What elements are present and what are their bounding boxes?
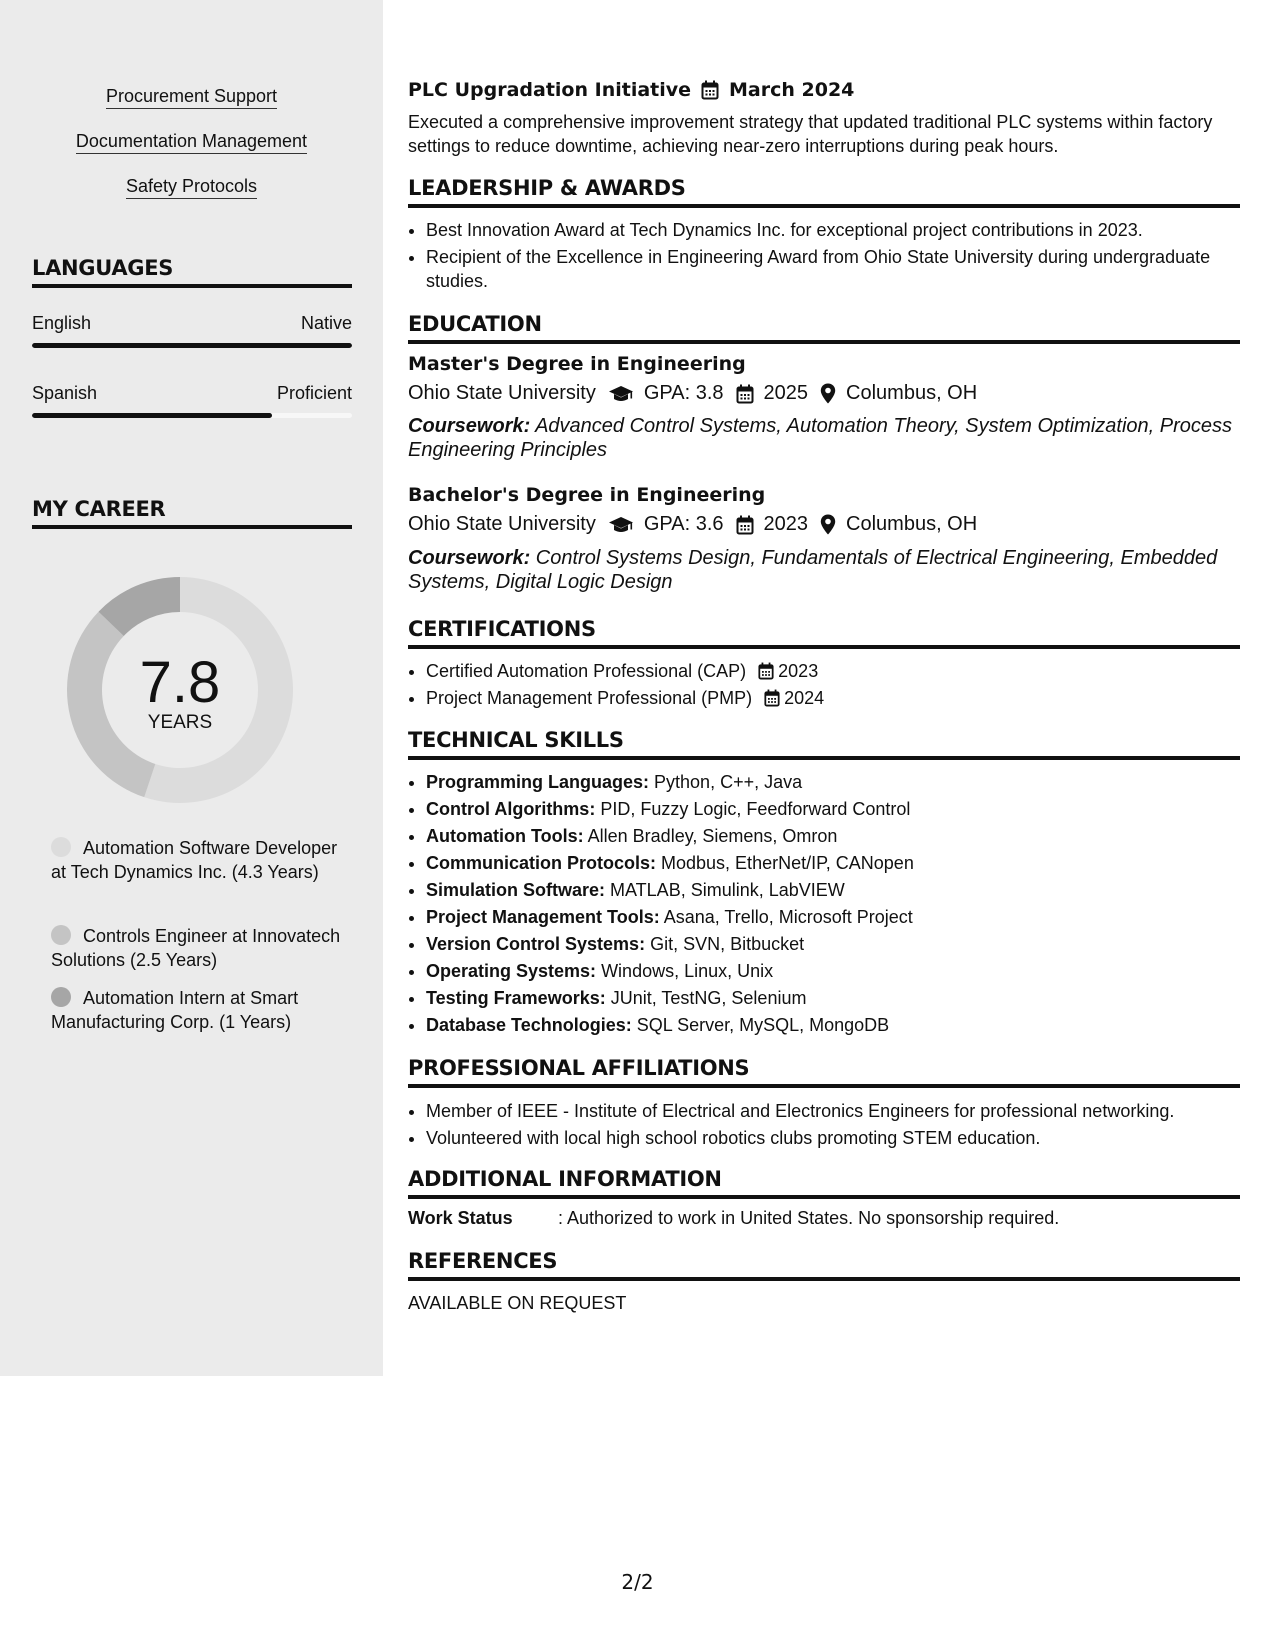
school-name: Ohio State University [408, 382, 596, 404]
skill-category: Communication Protocols: [426, 853, 657, 873]
skill-values: Windows, Linux, Unix [596, 961, 774, 981]
language-bar [32, 413, 352, 418]
location-pin-icon [820, 383, 836, 404]
certification-year: 2023 [778, 661, 819, 681]
skill-category: Version Control Systems: [426, 934, 646, 954]
degree-title: Bachelor's Degree in Engineering [408, 484, 766, 506]
skill-values: JUnit, TestNG, Selenium [605, 988, 807, 1008]
list-item [426, 770, 1240, 794]
list-item [426, 797, 1240, 821]
school-location: Columbus, OH [846, 513, 978, 535]
leadership-list [426, 218, 1240, 296]
languages-heading: LANGUAGES [32, 256, 352, 288]
skill-link[interactable] [0, 86, 383, 107]
skill-link[interactable] [0, 176, 383, 197]
degree-meta [408, 382, 977, 405]
calendar-icon [758, 662, 774, 680]
calendar-icon [701, 80, 719, 100]
list-item: • Volunteered with local high school robotics clubs promoting STEM education. [426, 1126, 1240, 1150]
career-item [51, 836, 341, 884]
career-donut [65, 575, 295, 805]
project-heading [408, 79, 854, 101]
career-item [51, 986, 341, 1034]
list-item [426, 986, 1240, 1010]
work-status-label: Work Status [408, 1208, 513, 1228]
references-heading: REFERENCES [408, 1249, 1240, 1281]
references-text: AVAILABLE ON REQUEST [408, 1293, 627, 1313]
skill-category: Database Technologies: [426, 1015, 632, 1035]
career-item [51, 924, 341, 972]
list-item [426, 824, 1240, 848]
list-item [426, 686, 1240, 710]
career-heading: MY CAREER [32, 497, 352, 529]
career-item-text: Automation Intern at Smart Manufacturing Corp. (1 Years) [51, 988, 299, 1032]
career-item-text: Automation Software Developer at Tech Dynamics Inc. (4.3 Years) [51, 838, 338, 882]
language-row [32, 383, 352, 404]
certification-name: • Certified Automation Professional (CAP) [426, 661, 747, 681]
technical-skills-list [426, 770, 1240, 1040]
skill-values: Modbus, EtherNet/IP, CANopen [656, 853, 914, 873]
list-item: • Recipient of the Excellence in Engineering Award from Ohio State University during undergraduate studies. [426, 245, 1240, 293]
skill-category: Testing Frameworks: [426, 988, 606, 1008]
career-unit: YEARS [147, 712, 213, 733]
language-level: Native [300, 313, 352, 333]
calendar-icon [764, 689, 780, 707]
certifications-heading: CERTIFICATIONS [408, 617, 1240, 649]
list-item: • Best Innovation Award at Tech Dynamics Inc. for exceptional project contributions in 2023. [426, 218, 1240, 242]
list-item [426, 1013, 1240, 1037]
skill-label[interactable]: Procurement Support [106, 86, 277, 109]
calendar-icon [736, 515, 754, 535]
skill-values: PID, Fuzzy Logic, Feedforward Control [595, 799, 911, 819]
skill-values: Asana, Trello, Microsoft Project [659, 907, 913, 927]
language-row [32, 313, 352, 334]
skill-category: Project Management Tools: [426, 907, 660, 927]
skill-values: Python, C++, Java [649, 772, 803, 792]
graduation-year: 2025 [763, 382, 809, 404]
list-item [426, 932, 1240, 956]
work-status-row [408, 1208, 1059, 1229]
language-bar-fill [32, 343, 352, 348]
affiliations-list [426, 1099, 1240, 1153]
certification-year: 2024 [784, 688, 825, 708]
coursework-text: Control Systems Design, Fundamentals of Electrical Engineering, Embedded Systems, Digital Logic Design [408, 547, 1218, 593]
language-name: English [32, 313, 92, 333]
skill-category: Automation Tools: [426, 826, 584, 846]
coursework-label: Coursework: [408, 415, 531, 437]
gpa: GPA: 3.8 [643, 382, 724, 404]
career-item-text: Controls Engineer at Innovatech Solutions (2.5 Years) [51, 926, 341, 970]
graduation-cap-icon [608, 385, 634, 403]
skill-values: Allen Bradley, Siemens, Omron [583, 826, 838, 846]
additional-info-heading: ADDITIONAL INFORMATION [408, 1167, 1240, 1199]
list-item [426, 851, 1240, 875]
coursework [408, 414, 1240, 462]
graduation-year: 2023 [763, 513, 809, 535]
work-status-value: : Authorized to work in United States. No sponsorship required. [558, 1208, 1060, 1228]
skill-category: Simulation Software: [426, 880, 606, 900]
skill-link[interactable] [0, 131, 383, 152]
sidebar [0, 0, 383, 1376]
education-heading: EDUCATION [408, 312, 1240, 344]
skill-category: Control Algorithms: [426, 799, 596, 819]
skill-values: SQL Server, MySQL, MongoDB [631, 1015, 890, 1035]
coursework [408, 546, 1240, 594]
degree-meta [408, 513, 977, 536]
gpa: GPA: 3.6 [643, 513, 724, 535]
page-number: 2/2 [621, 1570, 654, 1594]
skill-values: Git, SVN, Bitbucket [645, 934, 805, 954]
school-name: Ohio State University [408, 513, 596, 535]
career-dot [51, 987, 71, 1007]
coursework-label: Coursework: [408, 547, 531, 569]
language-bar-fill [32, 413, 272, 418]
affiliations-heading: PROFESSIONAL AFFILIATIONS [408, 1056, 1240, 1088]
certification-name: • Project Management Professional (PMP) [426, 688, 753, 708]
list-item [426, 959, 1240, 983]
location-pin-icon [820, 514, 836, 535]
career-dot [51, 837, 71, 857]
skill-label[interactable]: Documentation Management [76, 131, 307, 154]
list-item [426, 878, 1240, 902]
project-description: Executed a comprehensive improvement strategy that updated traditional PLC systems within factory settings to reduce downtime, achieving near-zero interruptions during peak hours. [408, 112, 1213, 156]
language-name: Spanish [32, 383, 98, 403]
certifications-list [426, 659, 1240, 713]
school-location: Columbus, OH [846, 382, 978, 404]
career-total: 7.8 [139, 650, 221, 715]
project-date: March 2024 [729, 79, 855, 101]
degree-title: Master's Degree in Engineering [408, 353, 746, 375]
language-bar [32, 343, 352, 348]
skill-values: MATLAB, Simulink, LabVIEW [605, 880, 845, 900]
skill-category: Operating Systems: [426, 961, 597, 981]
career-dot [51, 925, 71, 945]
technical-skills-heading: TECHNICAL SKILLS [408, 728, 1240, 760]
project-title: PLC Upgradation Initiative [408, 79, 692, 101]
list-item [426, 905, 1240, 929]
list-item: • Member of IEEE - Institute of Electrical and Electronics Engineers for professional networking. [426, 1099, 1240, 1123]
list-item [426, 659, 1240, 683]
coursework-text: Advanced Control Systems, Automation Theory, System Optimization, Process Engineering Principles [408, 415, 1233, 461]
leadership-heading: LEADERSHIP & AWARDS [408, 176, 1240, 208]
skill-label[interactable]: Safety Protocols [126, 176, 257, 199]
language-level: Proficient [276, 383, 352, 403]
skill-category: Programming Languages: [426, 772, 650, 792]
calendar-icon [736, 384, 754, 404]
graduation-cap-icon [608, 516, 634, 534]
